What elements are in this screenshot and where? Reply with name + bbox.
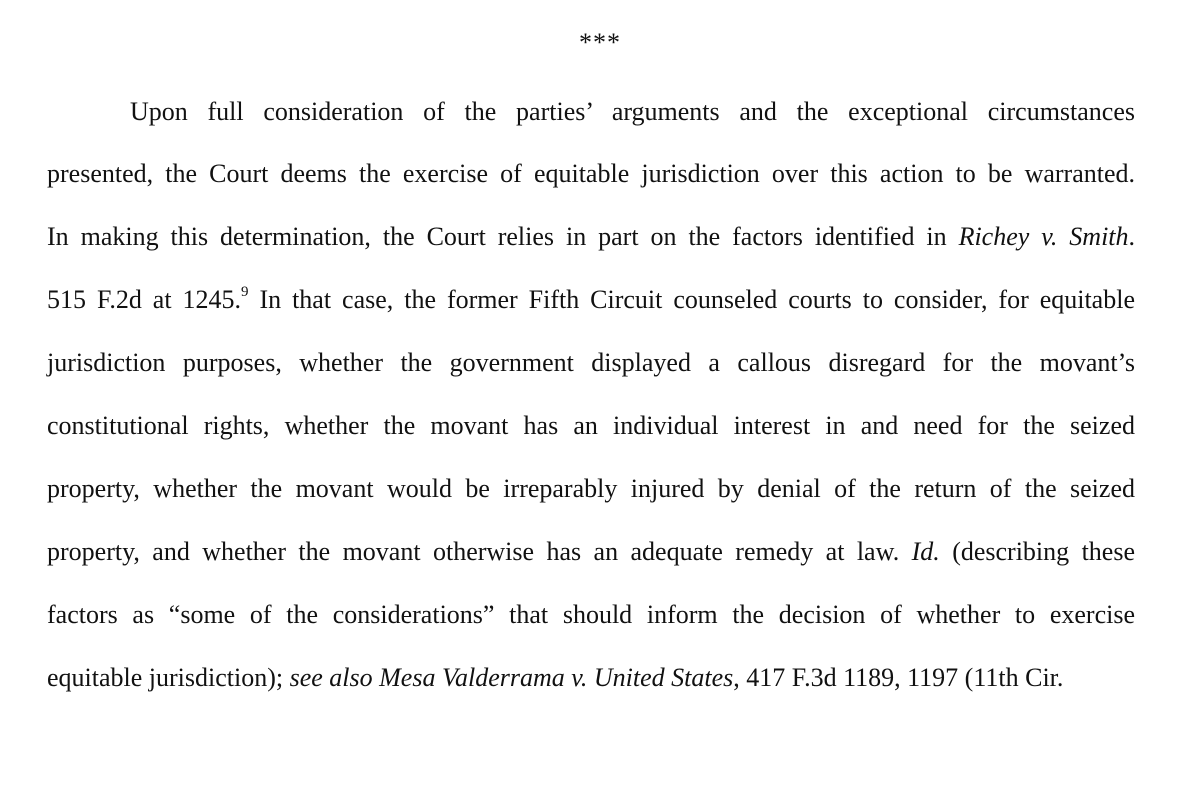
- section-separator: ***: [579, 28, 621, 57]
- footnote-marker: 9: [241, 284, 249, 300]
- paragraph-line-8: [47, 535, 1135, 569]
- line-10-text: equitable jurisdiction);: [47, 663, 290, 692]
- paragraph-line-4: [47, 283, 1135, 317]
- line-8-text: property, and whether the movant otherwise has an adequate remedy at law.: [47, 537, 912, 566]
- paragraph-line-5: jurisdiction purposes, whether the government displayed a callous disregard for the movant’s: [47, 348, 1135, 377]
- id-signal: Id.: [911, 537, 940, 566]
- line-4-text: In that case, the former Fifth Circuit counseled courts to consider, for equitable: [248, 285, 1135, 314]
- case-citation-richey: Richey v. Smith: [958, 222, 1129, 251]
- line-8-parenthetical: (describing these: [939, 537, 1135, 566]
- paragraph-line-1: Upon full consideration of the parties’ arguments and the exceptional circumstances: [130, 97, 1135, 126]
- paragraph-line-2: presented, the Court deems the exercise of equitable jurisdiction over this action to be warranted.: [47, 159, 1135, 188]
- line-3-text: In making this determination, the Court relies in part on the factors identified in: [47, 222, 947, 251]
- paragraph-line-3: [47, 220, 1135, 254]
- paragraph-line-10: [47, 661, 1135, 695]
- line-10-citation: , 417 F.3d 1189, 1197 (11th Cir.: [733, 663, 1064, 692]
- paragraph-line-9: factors as “some of the considerations” that should inform the decision of whether to exercise: [47, 600, 1135, 629]
- case-citation-mesa-valderrama: see also Mesa Valderrama v. United States: [289, 663, 734, 692]
- line-3-period: .: [1128, 222, 1136, 251]
- paragraph-line-7: property, whether the movant would be irreparably injured by denial of the return of the seized: [47, 474, 1135, 503]
- paragraph-line-6: constitutional rights, whether the movant has an individual interest in and need for the seized: [47, 411, 1135, 440]
- line-4-citation: 515 F.2d at 1245.: [47, 285, 242, 314]
